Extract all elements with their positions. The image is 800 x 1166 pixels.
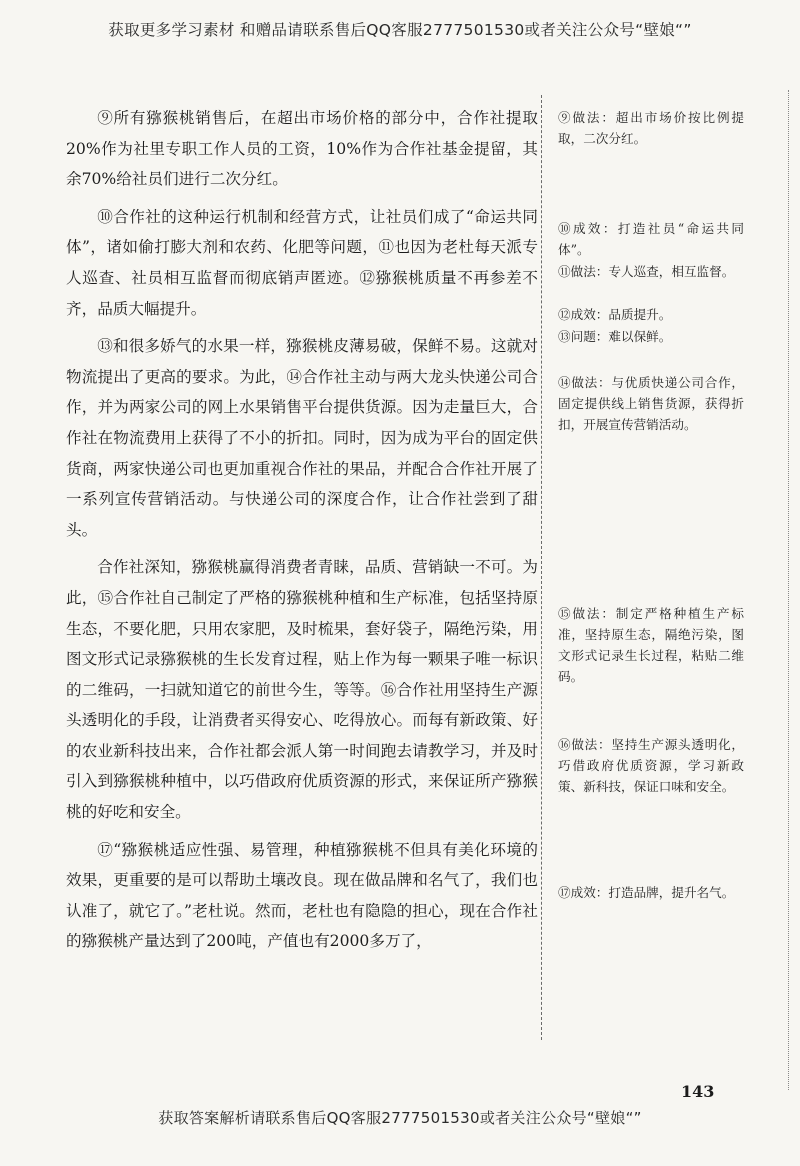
- paragraph: ⑰“猕猴桃适应性强、易管理，种植猕猴桃不但具有美化环境的效果，更重要的是可以帮助土壤改良。现在做品牌和名气了，我们也认准了，就它了。”老杜说。然而，老杜也有隐隐的担心，现在合作社的猕猴桃产量达到了200吨，产值也有2000多万了，: [66, 840, 538, 951]
- page-edge: [788, 90, 789, 1090]
- margin-note: ⑯做法：坚持生产源头透明化，巧借政府优质资源，学习新政策、新科技，保证口味和安全。: [558, 737, 744, 794]
- margin-note: ⑫成效：品质提升。: [558, 307, 672, 322]
- column-divider: [541, 95, 542, 1040]
- main-text: [66, 103, 538, 964]
- margin-note: ⑭做法：与优质快递公司合作，固定提供线上销售货源，获得折扣，开展宣传营销活动。: [558, 375, 744, 432]
- margin-note: ⑩成效：打造社员“命运共同体”。: [558, 221, 744, 257]
- paragraph: ⑬和很多娇气的水果一样，猕猴桃皮薄易破，保鲜不易。这就对物流提出了更高的要求。为此，⑭合作社主动与两大龙头快递公司合作，并为两家公司的网上水果销售平台提供货源。因为走量巨大，合作社在物流费用上获得了不小的折扣。同时，因为成为平台的固定供货商，两家快递公司也更加重视合作社的果品，并配合合作社开展了一系列宣传营销活动。与快递公司的深度合作，让合作社尝到了甜头。: [66, 337, 538, 539]
- paragraph: ⑨所有猕猴桃销售后，在超出市场价格的部分中，合作社提取20%作为社里专职工作人员的工资，10%作为合作社基金提留，其余70%给社员们进行二次分红。: [66, 109, 538, 189]
- page-number: 143: [681, 1082, 715, 1101]
- margin-note: ⑮做法：制定严格种植生产标准，坚持原生态，隔绝污染，图文形式记录生长过程，粘贴二维码。: [558, 606, 744, 684]
- margin-note: ⑪做法：专人巡查，相互监督。: [558, 264, 735, 279]
- page-header: 获取更多学习素材 和赠品请联系售后QQ客服2777501530或者关注公众号“壁娘“”: [108, 21, 692, 39]
- margin-note: ⑬问题：难以保鲜。: [558, 329, 672, 344]
- paragraph: 合作社深知，猕猴桃赢得消费者青睐，品质、营销缺一不可。为此，⑮合作社自己制定了严格的猕猴桃种植和生产标准，包括坚持原生态，不要化肥，只用农家肥，及时梳果，套好袋子，隔绝污染，用图文形式记录猕猴桃的生长发育过程，贴上作为每一颗果子唯一标识的二维码，一扫就知道它的前世今生，等等。⑯合作社用坚持生产源头透明化的手段，让消费者买得安心、吃得放心。而每有新政策、好的农业新科技出来，合作社都会派人第一时间跑去请教学习，并及时引入到猕猴桃种植中，以巧借政府优质资源的形式，来保证所产猕猴桃的好吃和安全。: [66, 558, 538, 822]
- paragraph: ⑩合作社的这种运行机制和经营方式，让社员们成了“命运共同体”，诸如偷打膨大剂和农药、化肥等问题，⑪也因为老杜每天派专人巡查、社员相互监督而彻底销声匿迹。⑫猕猴桃质量不再参差不齐，品质大幅提升。: [66, 207, 538, 318]
- margin-note: ⑨做法：超出市场价按比例提取，二次分红。: [558, 110, 744, 146]
- margin-note: ⑰成效：打造品牌，提升名气。: [558, 885, 735, 900]
- page-footer: 获取答案解析请联系售后QQ客服2777501530或者关注公众号“壁娘“”: [158, 1109, 642, 1127]
